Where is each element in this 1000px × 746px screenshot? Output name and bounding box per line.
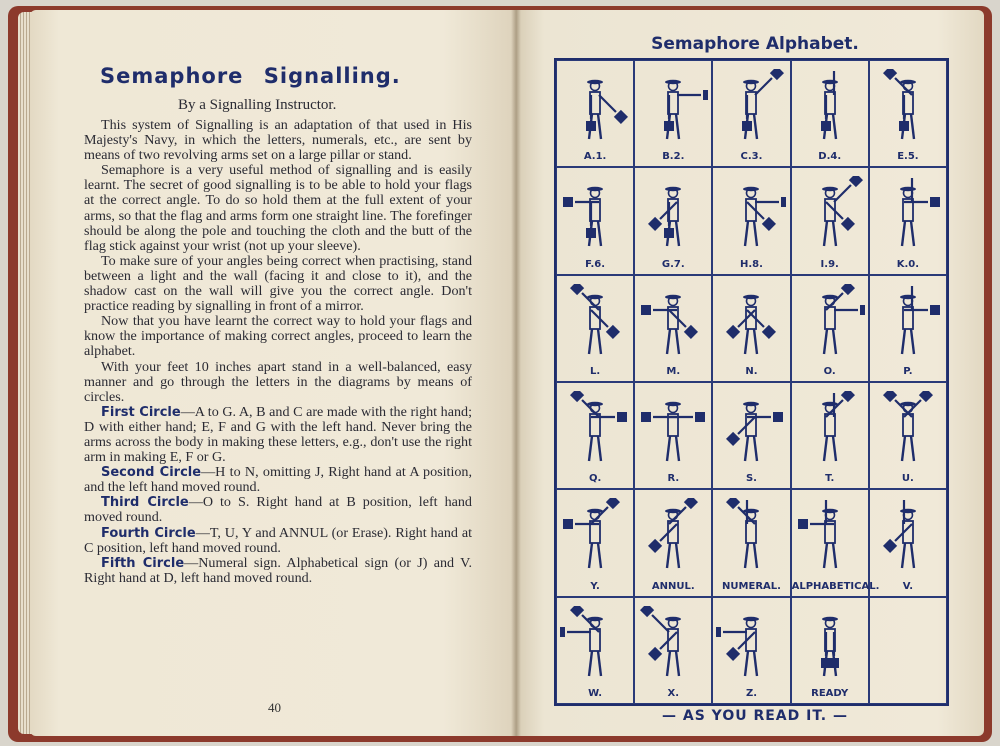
- semaphore-cell: [791, 597, 869, 704]
- alphabet-title: Semaphore Alphabet.: [651, 34, 859, 54]
- signaller-figure-icon: [795, 606, 865, 682]
- signaller-figure-icon: [716, 498, 786, 574]
- semaphore-cell: [712, 382, 790, 489]
- signaller-figure-icon: [716, 176, 786, 252]
- circle-heading: Third Circle: [101, 495, 189, 511]
- signaller-figure-icon: [873, 498, 943, 574]
- semaphore-letter-label: NUMERAL.: [722, 580, 781, 592]
- circle-text: —Numeral sign. Alphabetical sign (or J) and V. Right hand at D, left hand moved round.: [84, 554, 472, 586]
- semaphore-cell: [791, 60, 869, 167]
- semaphore-letter-label: R.: [667, 473, 680, 485]
- signaller-figure-icon: [873, 284, 943, 360]
- signaller-figure-icon: [560, 284, 630, 360]
- circle-text: —T, U, Y and ANNUL (or Erase). Right hand at C position, left hand moved round.: [84, 524, 472, 556]
- circle-text: —A to G. A, B and C are made with the right hand; D with either hand; E, F and G with the left hand. Never bring the arms across the body in making these letters, e.g., don't use the right arm in making E, F or G.: [84, 403, 472, 466]
- signaller-figure-icon: [638, 498, 708, 574]
- circle-heading: Second Circle: [101, 465, 202, 481]
- page-number: 40: [268, 700, 281, 715]
- semaphore-cell: [556, 60, 634, 167]
- signaller-figure-icon: [560, 176, 630, 252]
- semaphore-letter-label: T.: [825, 473, 835, 485]
- circle-heading: Fourth Circle: [101, 525, 196, 541]
- semaphore-cell: [556, 167, 634, 274]
- signaller-figure-icon: [716, 69, 786, 145]
- book-gutter: [511, 10, 521, 736]
- semaphore-letter-label: K.0.: [896, 258, 920, 270]
- signaller-figure-icon: [560, 498, 630, 574]
- semaphore-letter-label: F.6.: [585, 258, 606, 270]
- semaphore-cell: [791, 489, 880, 596]
- semaphore-letter-label: Y.: [590, 580, 600, 592]
- paragraph-alphabet: Now that you have learnt the correct way to hold your flags and know the importance of making correct angles, proceed to learn the alphabet.: [84, 313, 472, 360]
- circle-heading: Fifth Circle: [101, 555, 185, 571]
- article-body: [84, 118, 472, 586]
- semaphore-letter-label: ANNUL.: [651, 580, 695, 592]
- semaphore-cell: [556, 597, 634, 704]
- semaphore-cell: [791, 275, 869, 382]
- semaphore-letter-label: L.: [590, 366, 601, 377]
- semaphore-letter-label: A.1.: [583, 151, 607, 163]
- signaller-figure-icon: [638, 176, 708, 252]
- signaller-figure-icon: [795, 284, 865, 360]
- semaphore-cell: [869, 167, 947, 274]
- paragraph-angles: To make sure of your angles being correct when practising, stand between a light and the wall (facing it and close to it), and the shadow cast on the wall will give you the correct angle. Don't practice reading by signalling in front of a mirror.: [84, 252, 472, 315]
- signaller-figure-icon: [716, 391, 786, 467]
- semaphore-cell: [712, 60, 790, 167]
- semaphore-cell: [712, 489, 790, 596]
- semaphore-letter-label: Q.: [588, 473, 602, 485]
- semaphore-letter-label: S.: [745, 473, 757, 485]
- signaller-figure-icon: [638, 69, 708, 145]
- circle-third: [84, 495, 472, 525]
- semaphore-cell: [634, 382, 712, 489]
- semaphore-letter-label: X.: [667, 688, 680, 699]
- semaphore-cell: [712, 275, 790, 382]
- semaphore-cell: [869, 275, 947, 382]
- semaphore-cell: [634, 597, 712, 704]
- circle-fifth: [84, 556, 472, 586]
- signaller-figure-icon: [795, 69, 865, 145]
- semaphore-cell: [869, 382, 947, 489]
- semaphore-cell: [634, 275, 712, 382]
- signaller-figure-icon: [716, 606, 786, 682]
- signaller-figure-icon: [638, 391, 708, 467]
- semaphore-letter-label: READY: [811, 688, 849, 699]
- semaphore-letter-label: M.: [666, 366, 681, 377]
- circle-heading: First Circle: [101, 404, 181, 420]
- semaphore-letter-label: H.8.: [740, 258, 763, 270]
- semaphore-cell: [869, 597, 947, 704]
- signaller-figure-icon: [795, 498, 865, 574]
- semaphore-cell: [791, 167, 869, 274]
- signaller-figure-icon: [795, 391, 865, 467]
- signaller-figure-icon: [560, 69, 630, 145]
- paragraph-flags: Semaphore is a very useful method of signalling and is easily learnt. The secret of good signalling is to be able to hold your flags at the correct angle. To do so hold them at the full extent of your arms, so that the flag and arms form one straight line. The forefinger should be along the pole and touching the cloth and the butt of the flag stick against your wrist (not up your sleeve).: [84, 162, 472, 254]
- semaphore-cell: [634, 60, 712, 167]
- semaphore-letter-label: ALPHABETICAL.: [791, 580, 880, 592]
- circle-first: [84, 405, 472, 465]
- page-title: Semaphore Signalling.: [100, 64, 401, 88]
- signaller-figure-icon: [716, 284, 786, 360]
- semaphore-cell: [712, 597, 790, 704]
- circle-fourth: [84, 526, 472, 556]
- semaphore-letter-label: E.5.: [897, 151, 919, 163]
- signaller-figure-icon: [873, 69, 943, 145]
- alphabet-footer: — AS YOU READ IT. —: [662, 708, 848, 724]
- semaphore-letter-label: P.: [903, 366, 913, 377]
- semaphore-letter-label: Z.: [745, 688, 758, 699]
- semaphore-letter-label: D.4.: [818, 151, 842, 163]
- semaphore-cell: [634, 489, 712, 596]
- semaphore-cell: [869, 489, 947, 596]
- signaller-figure-icon: [638, 606, 708, 682]
- signaller-figure-icon: [873, 176, 943, 252]
- semaphore-letter-label: I.9.: [820, 258, 839, 270]
- semaphore-cell: [556, 275, 634, 382]
- paragraph-stance: With your feet 10 inches apart stand in a well-balanced, easy manner and go through the letters in the diagrams by means of circles.: [84, 358, 472, 405]
- paragraph-intro: This system of Signalling is an adaptation of that used in His Majesty's Navy, in which the letters, numerals, etc., are sent by means of two revolving arms set on a large pillar or stand.: [84, 117, 472, 164]
- semaphore-letter-label: V.: [902, 580, 914, 592]
- semaphore-letter-label: N.: [745, 366, 758, 377]
- semaphore-letter-label: C.3.: [740, 151, 763, 163]
- semaphore-letter-label: B.2.: [662, 151, 685, 163]
- signaller-figure-icon: [560, 606, 630, 682]
- circle-text: —H to N, omitting J, Right hand at A position, and the left hand moved round.: [84, 464, 472, 496]
- circle-text: —O to S. Right hand at B position, left hand moved round.: [84, 494, 472, 526]
- semaphore-cell: [634, 167, 712, 274]
- semaphore-cell: [869, 60, 947, 167]
- semaphore-cell: [712, 167, 790, 274]
- semaphore-cell: [556, 489, 634, 596]
- semaphore-cell: [791, 382, 869, 489]
- semaphore-letter-label: W.: [588, 688, 603, 699]
- semaphore-cell: [556, 382, 634, 489]
- semaphore-letter-label: G.7.: [661, 258, 685, 270]
- circle-second: [84, 465, 472, 495]
- signaller-figure-icon: [873, 391, 943, 467]
- semaphore-grid: [554, 58, 949, 706]
- semaphore-letter-label: U.: [901, 473, 914, 485]
- semaphore-letter-label: O.: [823, 366, 836, 377]
- signaller-figure-icon: [638, 284, 708, 360]
- signaller-figure-icon: [795, 176, 865, 252]
- page-subtitle: By a Signalling Instructor.: [178, 97, 337, 113]
- signaller-figure-icon: [560, 391, 630, 467]
